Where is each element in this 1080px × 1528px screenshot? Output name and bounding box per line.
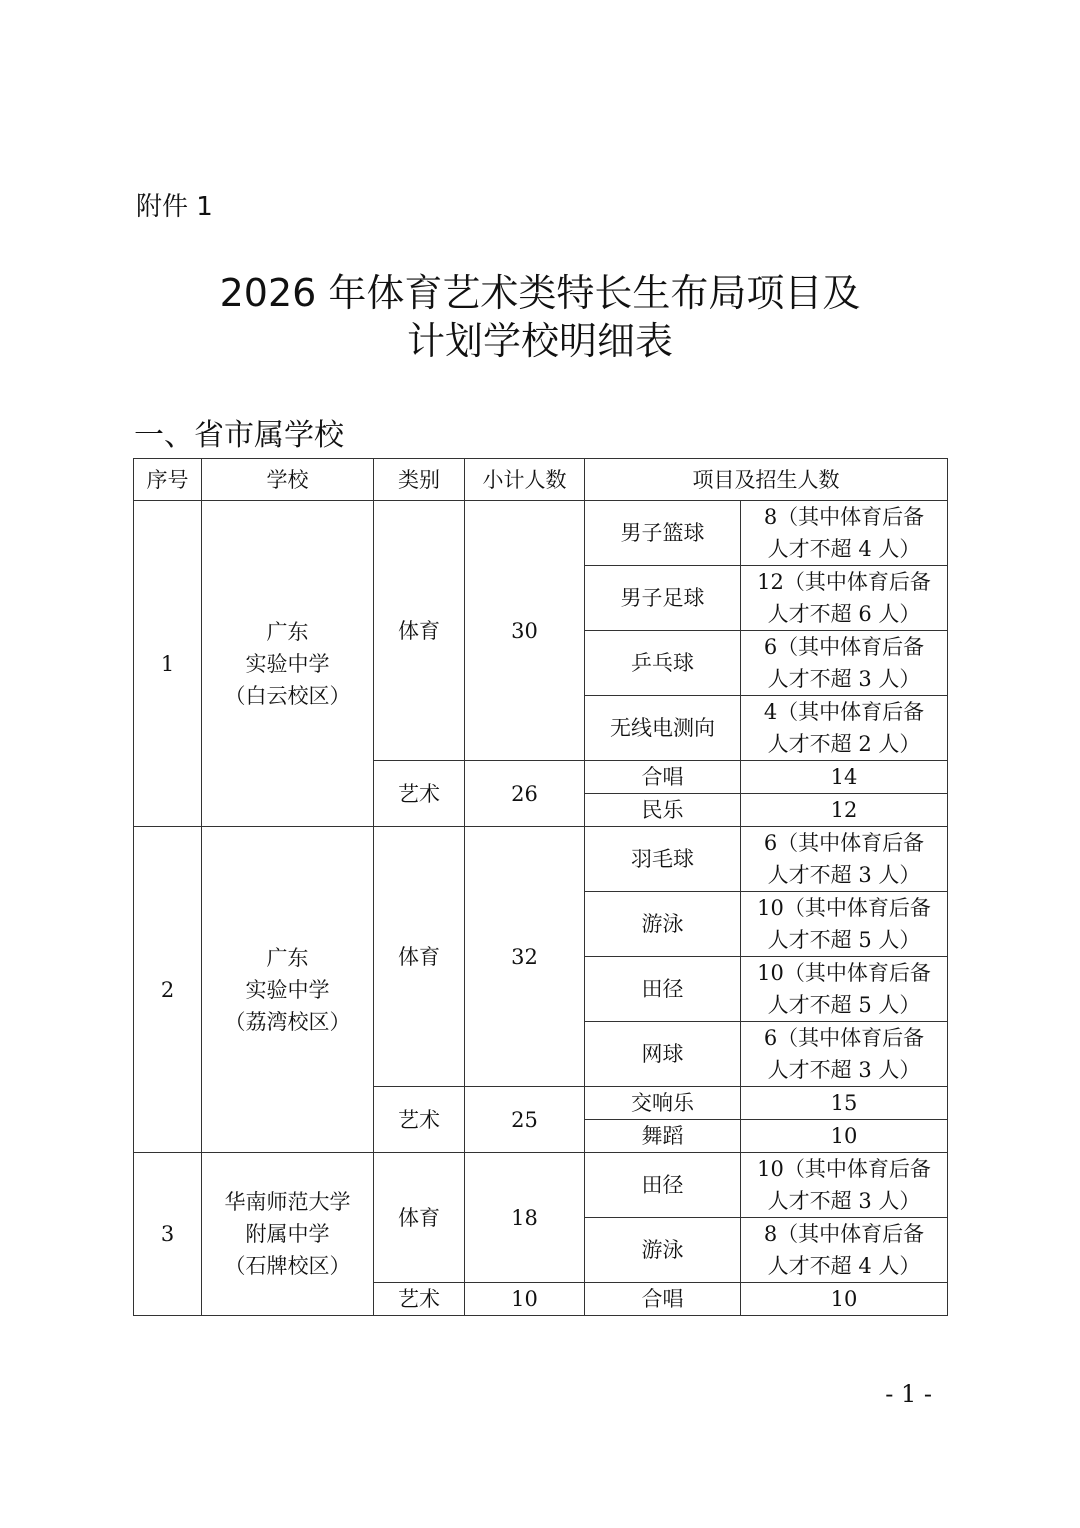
enrollment-table [133,458,948,1316]
project-cell: 交响乐 [585,1087,741,1120]
table-header-row [134,459,948,501]
quota-cell: 12（其中体育后备 人才不超 6 人） [741,566,948,631]
quota-cell: 8（其中体育后备 人才不超 4 人） [741,1218,948,1283]
header-school: 学校 [202,459,374,501]
category-cell: 体育 [374,501,465,761]
project-cell: 舞蹈 [585,1120,741,1153]
project-cell: 羽毛球 [585,827,741,892]
project-cell: 合唱 [585,1283,741,1316]
project-cell: 游泳 [585,892,741,957]
category-cell: 体育 [374,1153,465,1283]
project-cell: 男子足球 [585,566,741,631]
project-cell: 田径 [585,957,741,1022]
header-subtotal: 小计人数 [465,459,585,501]
header-category: 类别 [374,459,465,501]
subtotal-cell: 26 [465,761,585,827]
quota-cell: 14 [741,761,948,794]
quota-cell: 8（其中体育后备 人才不超 4 人） [741,501,948,566]
quota-cell: 6（其中体育后备 人才不超 3 人） [741,1022,948,1087]
subtotal-cell: 30 [465,501,585,761]
quota-cell: 15 [741,1087,948,1120]
category-cell: 艺术 [374,761,465,827]
category-cell: 艺术 [374,1283,465,1316]
quota-cell: 10 [741,1120,948,1153]
quota-cell: 12 [741,794,948,827]
project-cell: 男子篮球 [585,501,741,566]
table-row [134,1153,948,1218]
attachment-label: 附件 1 [136,192,213,222]
school-name: 广东 实验中学 （白云校区） [202,501,374,827]
project-cell: 乒乓球 [585,631,741,696]
project-cell: 无线电测向 [585,696,741,761]
subtotal-cell: 25 [465,1087,585,1153]
school-name: 广东 实验中学 （荔湾校区） [202,827,374,1153]
row-number: 3 [134,1153,202,1316]
section-heading: 一、省市属学校 [134,418,344,453]
table-row [134,501,948,566]
subtotal-cell: 10 [465,1283,585,1316]
document-title-line-2: 计划学校明细表 [406,319,673,363]
quota-cell: 4（其中体育后备 人才不超 2 人） [741,696,948,761]
row-number: 1 [134,501,202,827]
quota-cell: 10 [741,1283,948,1316]
subtotal-cell: 18 [465,1153,585,1283]
project-cell: 民乐 [585,794,741,827]
quota-cell: 6（其中体育后备 人才不超 3 人） [741,827,948,892]
document-title-line-1: 2026 年体育艺术类特长生布局项目及 [219,271,861,315]
category-cell: 艺术 [374,1087,465,1153]
quota-cell: 10（其中体育后备 人才不超 3 人） [741,1153,948,1218]
row-number: 2 [134,827,202,1153]
quota-cell: 10（其中体育后备 人才不超 5 人） [741,957,948,1022]
project-cell: 田径 [585,1153,741,1218]
header-no: 序号 [134,459,202,501]
project-cell: 网球 [585,1022,741,1087]
project-cell: 合唱 [585,761,741,794]
quota-cell: 6（其中体育后备 人才不超 3 人） [741,631,948,696]
page-number: - 1 - [885,1380,932,1408]
table-row [134,827,948,892]
subtotal-cell: 32 [465,827,585,1087]
category-cell: 体育 [374,827,465,1087]
project-cell: 游泳 [585,1218,741,1283]
school-name: 华南师范大学 附属中学 （石牌校区） [202,1153,374,1316]
header-items: 项目及招生人数 [585,459,948,501]
quota-cell: 10（其中体育后备 人才不超 5 人） [741,892,948,957]
